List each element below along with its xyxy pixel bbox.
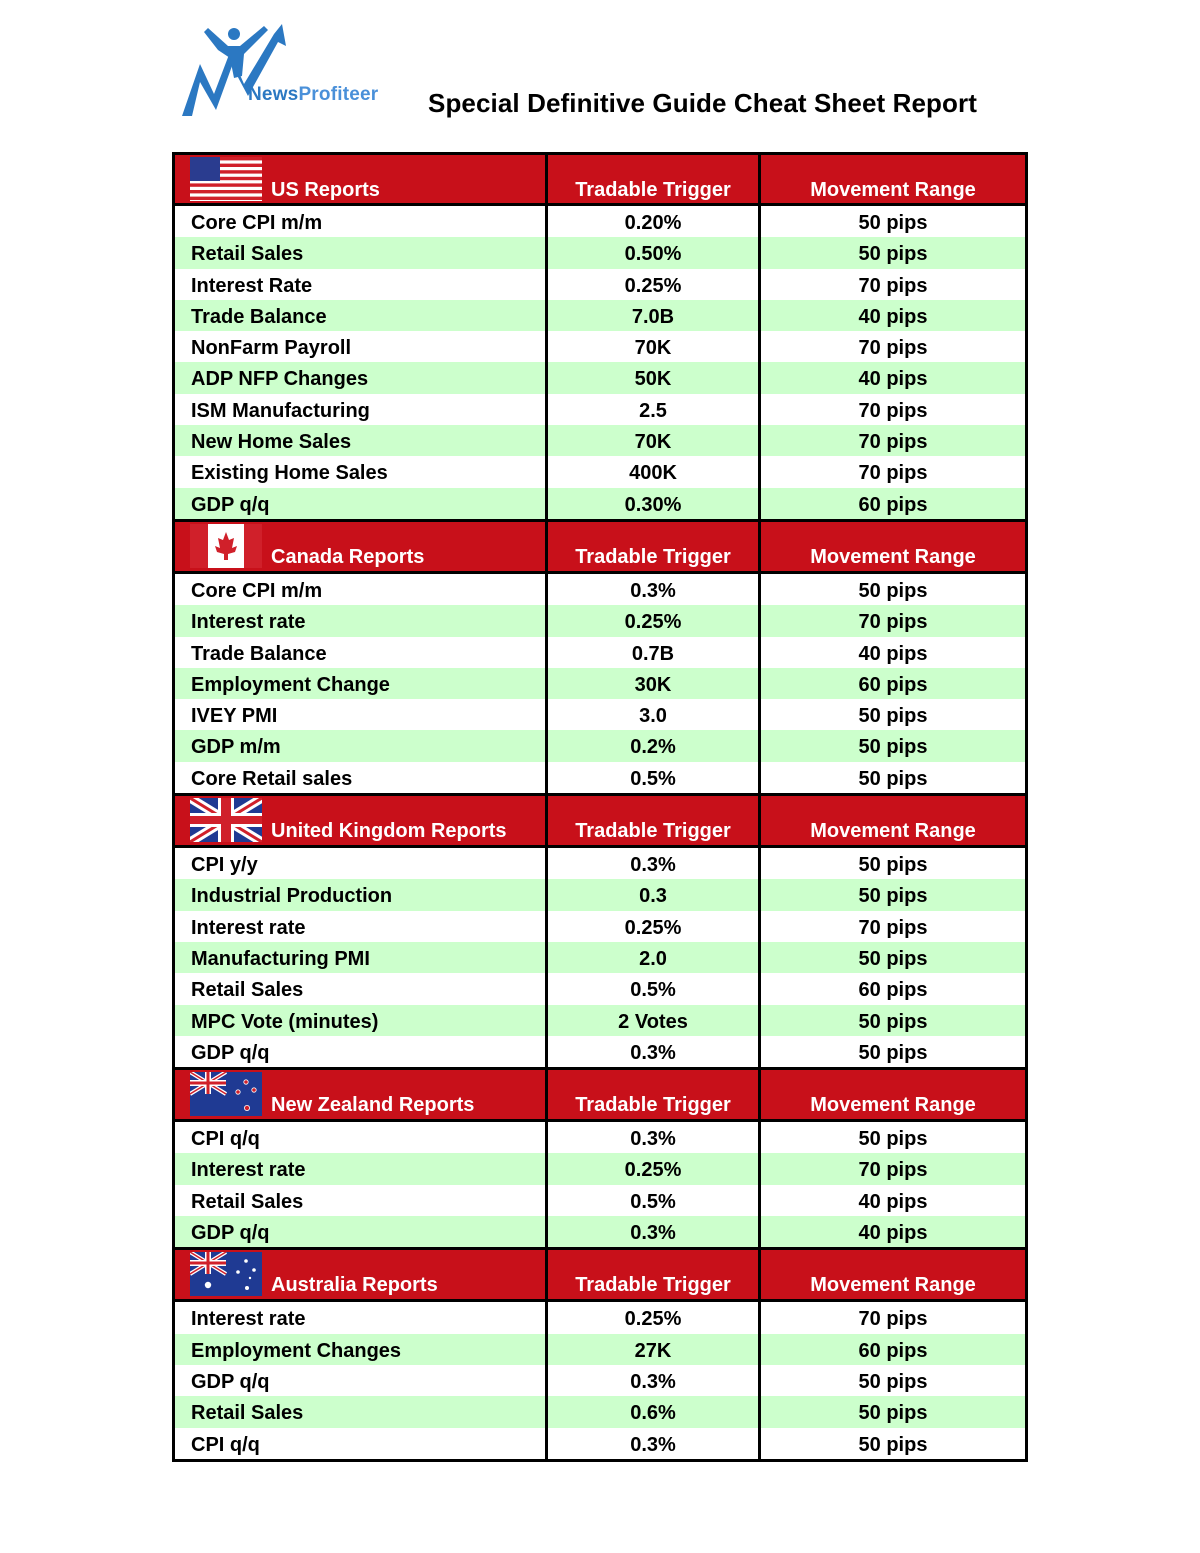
table-row [175, 879, 1025, 910]
movement-range-value: 50 pips [858, 1041, 928, 1064]
table-row [175, 394, 1025, 425]
movement-range-value: 50 pips [858, 1010, 928, 1033]
brand-name-part1: News [248, 84, 299, 105]
report-name: Core CPI m/m [175, 206, 548, 237]
report-name: IVEY PMI [175, 699, 548, 730]
region-header-cell [175, 796, 548, 845]
report-name: GDP m/m [175, 730, 548, 761]
report-name: CPI q/q [175, 1122, 548, 1153]
table-row [175, 331, 1025, 362]
movement-range-value: 50 pips [858, 854, 928, 877]
us-flag-icon [190, 157, 262, 201]
table-row [175, 300, 1025, 331]
report-name: Manufacturing PMI [175, 942, 548, 973]
table-row [175, 1153, 1025, 1184]
table-row [175, 1036, 1025, 1067]
section-header [175, 1070, 1025, 1122]
report-name: GDP q/q [175, 1365, 548, 1396]
table-row [175, 1005, 1025, 1036]
cheat-sheet-table [172, 152, 1028, 1462]
report-name: Core CPI m/m [175, 574, 548, 605]
movement-range-value: 50 pips [858, 243, 928, 266]
movement-range-value: 70 pips [858, 399, 928, 422]
report-name: Interest rate [175, 911, 548, 942]
table-row [175, 574, 1025, 605]
report-name: Interest Rate [175, 269, 548, 300]
report-name: ISM Manufacturing [175, 394, 548, 425]
report-name: CPI y/y [175, 848, 548, 879]
australia-flag-icon [190, 1252, 262, 1296]
table-row [175, 237, 1025, 268]
movement-range-value: 70 pips [858, 1308, 928, 1331]
movement-range-value: 50 pips [858, 736, 928, 759]
section-body [175, 1302, 1025, 1458]
table-row [175, 730, 1025, 761]
table-row [175, 605, 1025, 636]
movement-range-header: Movement Range [810, 179, 976, 201]
table-row [175, 762, 1025, 793]
table-row [175, 699, 1025, 730]
section-header [175, 796, 1025, 848]
table-row [175, 425, 1025, 456]
tradable-trigger-value: 0.2% [548, 730, 761, 761]
movement-range-header: Movement Range [810, 545, 976, 568]
report-name: GDP q/q [175, 1216, 548, 1247]
section-body [175, 574, 1025, 796]
table-row [175, 1396, 1025, 1427]
tradable-trigger-value: 2.0 [548, 942, 761, 973]
movement-range-value: 50 pips [858, 885, 928, 908]
tradable-trigger-value: 50K [548, 362, 761, 393]
tradable-trigger-value: 0.25% [548, 269, 761, 300]
tradable-trigger-value: 0.5% [548, 973, 761, 1004]
table-row [175, 942, 1025, 973]
tradable-trigger-value: 0.7B [548, 637, 761, 668]
report-name: Interest rate [175, 605, 548, 636]
movement-range-value: 50 pips [858, 1402, 928, 1425]
report-name: Retail Sales [175, 1185, 548, 1216]
tradable-trigger-value: 27K [548, 1334, 761, 1365]
report-name: Employment Changes [175, 1334, 548, 1365]
tradable-trigger-value: 0.25% [548, 1302, 761, 1333]
tradable-trigger-header: Tradable Trigger [548, 155, 761, 203]
report-name: Retail Sales [175, 973, 548, 1004]
region-title: US Reports [271, 179, 380, 201]
region-title: Australia Reports [271, 1274, 438, 1297]
brand-name [248, 84, 378, 106]
tradable-trigger-value: 0.30% [548, 488, 761, 519]
report-name: Employment Change [175, 668, 548, 699]
region-header-cell [175, 1250, 548, 1299]
movement-range-value: 50 pips [858, 1128, 928, 1151]
tradable-trigger-value: 3.0 [548, 699, 761, 730]
report-name: NonFarm Payroll [175, 331, 548, 362]
movement-range-value: 60 pips [858, 1339, 928, 1362]
movement-range-value: 70 pips [858, 916, 928, 939]
movement-range-header: Movement Range [810, 1094, 976, 1117]
movement-range-value: 70 pips [858, 337, 928, 360]
movement-range-header: Movement Range [810, 820, 976, 843]
table-row [175, 848, 1025, 879]
movement-range-value: 40 pips [858, 1190, 928, 1213]
page-title: Special Definitive Guide Cheat Sheet Report [428, 88, 977, 118]
movement-range-value: 70 pips [858, 611, 928, 634]
region-header-cell [175, 522, 548, 571]
table-row [175, 488, 1025, 519]
region-title: United Kingdom Reports [271, 820, 507, 843]
table-row [175, 1185, 1025, 1216]
movement-range-value: 70 pips [858, 431, 928, 454]
table-row [175, 456, 1025, 487]
tradable-trigger-value: 70K [548, 331, 761, 362]
report-name: GDP q/q [175, 488, 548, 519]
region-header-cell [175, 1070, 548, 1119]
table-row [175, 1216, 1025, 1247]
movement-range-value: 60 pips [858, 673, 928, 696]
report-name: Trade Balance [175, 637, 548, 668]
table-row [175, 206, 1025, 237]
tradable-trigger-header: Tradable Trigger [548, 796, 761, 845]
region-title: Canada Reports [271, 545, 425, 568]
section-header [175, 522, 1025, 574]
section-header [175, 155, 1025, 206]
section-body [175, 1122, 1025, 1250]
movement-range-value: 50 pips [858, 767, 928, 790]
movement-range-value: 70 pips [858, 462, 928, 485]
report-name: Core Retail sales [175, 762, 548, 793]
tradable-trigger-value: 0.50% [548, 237, 761, 268]
tradable-trigger-value: 0.25% [548, 605, 761, 636]
report-name: Existing Home Sales [175, 456, 548, 487]
movement-range-value: 60 pips [858, 979, 928, 1002]
movement-range-value: 40 pips [858, 368, 928, 391]
table-row [175, 362, 1025, 393]
section-body [175, 848, 1025, 1070]
tradable-trigger-value: 0.3% [548, 848, 761, 879]
report-name: ADP NFP Changes [175, 362, 548, 393]
table-row [175, 668, 1025, 699]
movement-range-value: 70 pips [858, 274, 928, 297]
movement-range-value: 40 pips [858, 642, 928, 665]
movement-range-value: 50 pips [858, 212, 928, 234]
tradable-trigger-value: 0.3% [548, 1036, 761, 1067]
table-row [175, 973, 1025, 1004]
tradable-trigger-value: 0.3% [548, 1122, 761, 1153]
canada-flag-icon [190, 524, 262, 568]
brand-name-part2: Profiteer [298, 84, 379, 105]
report-name: Retail Sales [175, 1396, 548, 1427]
movement-range-value: 50 pips [858, 579, 928, 602]
tradable-trigger-value: 0.3% [548, 574, 761, 605]
table-row [175, 1334, 1025, 1365]
uk-flag-icon [190, 798, 262, 842]
section-header [175, 1250, 1025, 1302]
page-header [0, 0, 1200, 150]
table-row [175, 911, 1025, 942]
new-zealand-flag-icon [190, 1072, 262, 1116]
tradable-trigger-value: 0.6% [548, 1396, 761, 1427]
tradable-trigger-value: 0.3 [548, 879, 761, 910]
movement-range-value: 40 pips [858, 305, 928, 328]
tradable-trigger-value: 0.25% [548, 1153, 761, 1184]
tradable-trigger-value: 2 Votes [548, 1005, 761, 1036]
tradable-trigger-value: 400K [548, 456, 761, 487]
tradable-trigger-header: Tradable Trigger [548, 1250, 761, 1299]
tradable-trigger-value: 0.3% [548, 1428, 761, 1459]
report-name: Industrial Production [175, 879, 548, 910]
table-row [175, 637, 1025, 668]
tradable-trigger-value: 70K [548, 425, 761, 456]
movement-range-value: 50 pips [858, 1370, 928, 1393]
region-title: New Zealand Reports [271, 1094, 475, 1117]
report-name: CPI q/q [175, 1428, 548, 1459]
tradable-trigger-header: Tradable Trigger [548, 522, 761, 571]
table-row [175, 1302, 1025, 1333]
section-body [175, 206, 1025, 522]
tradable-trigger-value: 0.5% [548, 762, 761, 793]
tradable-trigger-value: 0.25% [548, 911, 761, 942]
region-header-cell [175, 155, 548, 203]
tradable-trigger-value: 2.5 [548, 394, 761, 425]
movement-range-value: 60 pips [858, 493, 928, 516]
movement-range-value: 50 pips [858, 1433, 928, 1456]
movement-range-value: 50 pips [858, 705, 928, 728]
movement-range-value: 40 pips [858, 1222, 928, 1245]
tradable-trigger-value: 0.3% [548, 1365, 761, 1396]
table-row [175, 1365, 1025, 1396]
report-name: Retail Sales [175, 237, 548, 268]
movement-range-value: 50 pips [858, 947, 928, 970]
report-name: MPC Vote (minutes) [175, 1005, 548, 1036]
tradable-trigger-value: 30K [548, 668, 761, 699]
report-name: New Home Sales [175, 425, 548, 456]
tradable-trigger-value: 7.0B [548, 300, 761, 331]
report-name: Interest rate [175, 1153, 548, 1184]
table-row [175, 1122, 1025, 1153]
report-name: Trade Balance [175, 300, 548, 331]
movement-range-value: 70 pips [858, 1159, 928, 1182]
tradable-trigger-value: 0.3% [548, 1216, 761, 1247]
table-row [175, 269, 1025, 300]
tradable-trigger-value: 0.20% [548, 206, 761, 237]
movement-range-header: Movement Range [810, 1274, 976, 1297]
report-name: Interest rate [175, 1302, 548, 1333]
table-row [175, 1428, 1025, 1459]
tradable-trigger-value: 0.5% [548, 1185, 761, 1216]
tradable-trigger-header: Tradable Trigger [548, 1070, 761, 1119]
report-name: GDP q/q [175, 1036, 548, 1067]
